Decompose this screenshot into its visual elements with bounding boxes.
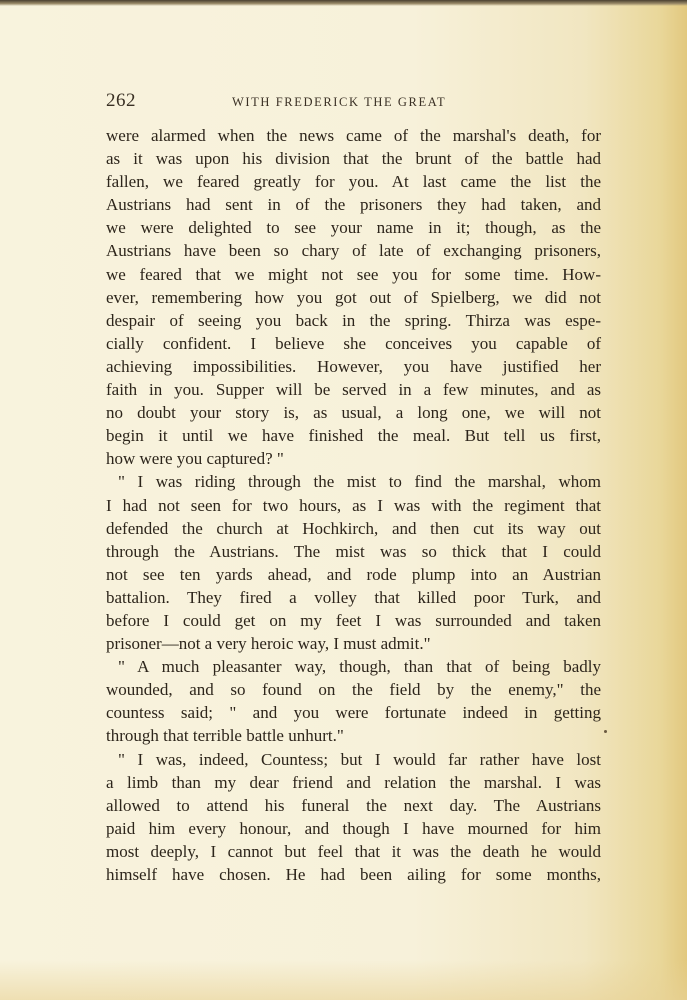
text-line: before I could get on my feet I was surrounded and taken bbox=[106, 610, 601, 630]
top-page-edge bbox=[0, 0, 687, 6]
text-line: faith in you. Supper will be served in a few minutes, and as bbox=[106, 380, 601, 400]
text-line: through that terrible battle unhurt." bbox=[106, 726, 344, 746]
text-line: achieving impossibilities. However, you have justified her bbox=[106, 356, 601, 376]
text-line: we were delighted to see your name in it; though, as the bbox=[106, 218, 601, 238]
text-line: prisoner—not a very heroic way, I must admit." bbox=[106, 634, 431, 654]
text-line: no doubt your story is, as usual, a long one, we will not bbox=[106, 403, 601, 423]
page-header bbox=[106, 90, 601, 114]
running-head: WITH FREDERICK THE GREAT bbox=[232, 95, 447, 109]
text-line: paid him every honour, and though I have mourned for him bbox=[106, 818, 601, 838]
text-line: cially confident. I believe she conceives you capable of bbox=[106, 333, 601, 353]
text-line: as it was upon his division that the brunt of the battle had bbox=[106, 149, 601, 169]
text-line: " A much pleasanter way, though, than that of being badly bbox=[118, 657, 601, 677]
text-line: " I was, indeed, Countess; but I would far rather have lost bbox=[118, 749, 601, 769]
text-line: Austrians have been so chary of late of exchanging prisoners, bbox=[106, 241, 601, 261]
text-line: defended the church at Hochkirch, and then cut its way out bbox=[106, 518, 601, 538]
text-line: how were you captured? " bbox=[106, 449, 284, 469]
text-line: allowed to attend his funeral the next day. The Austrians bbox=[106, 795, 601, 815]
text-line: begin it until we have finished the meal. But tell us first, bbox=[106, 426, 601, 446]
text-line: Austrians had sent in of the prisoners they had taken, and bbox=[106, 195, 601, 215]
text-line: a limb than my dear friend and relation the marshal. I was bbox=[106, 772, 601, 792]
text-line: " I was riding through the mist to find the marshal, whom bbox=[118, 472, 601, 492]
text-line: through the Austrians. The mist was so thick that I could bbox=[106, 541, 601, 561]
page-number: 262 bbox=[106, 90, 136, 111]
text-line: wounded, and so found on the field by the enemy," the bbox=[106, 680, 601, 700]
text-line: despair of seeing you back in the spring. Thirza was espe- bbox=[106, 310, 601, 330]
text-line: I had not seen for two hours, as I was with the regiment that bbox=[106, 495, 601, 515]
text-line: most deeply, I cannot but feel that it was the death he would bbox=[106, 841, 601, 861]
text-line: were alarmed when the news came of the marshal's death, for bbox=[106, 126, 601, 145]
text-line: ever, remembering how you got out of Spielberg, we did not bbox=[106, 287, 601, 307]
ink-speck bbox=[604, 730, 607, 733]
text-line: we feared that we might not see you for some time. How- bbox=[106, 264, 601, 284]
text-line: himself have chosen. He had been ailing for some months, bbox=[106, 865, 601, 884]
text-line: not see ten yards ahead, and rode plump into an Austrian bbox=[106, 564, 601, 584]
body-text bbox=[106, 124, 601, 886]
text-line: fallen, we feared greatly for you. At last came the list the bbox=[106, 172, 601, 192]
text-line: battalion. They fired a volley that killed poor Turk, and bbox=[106, 587, 601, 607]
text-line: countess said; " and you were fortunate indeed in getting bbox=[106, 703, 601, 723]
bottom-page-shade bbox=[0, 960, 687, 1000]
